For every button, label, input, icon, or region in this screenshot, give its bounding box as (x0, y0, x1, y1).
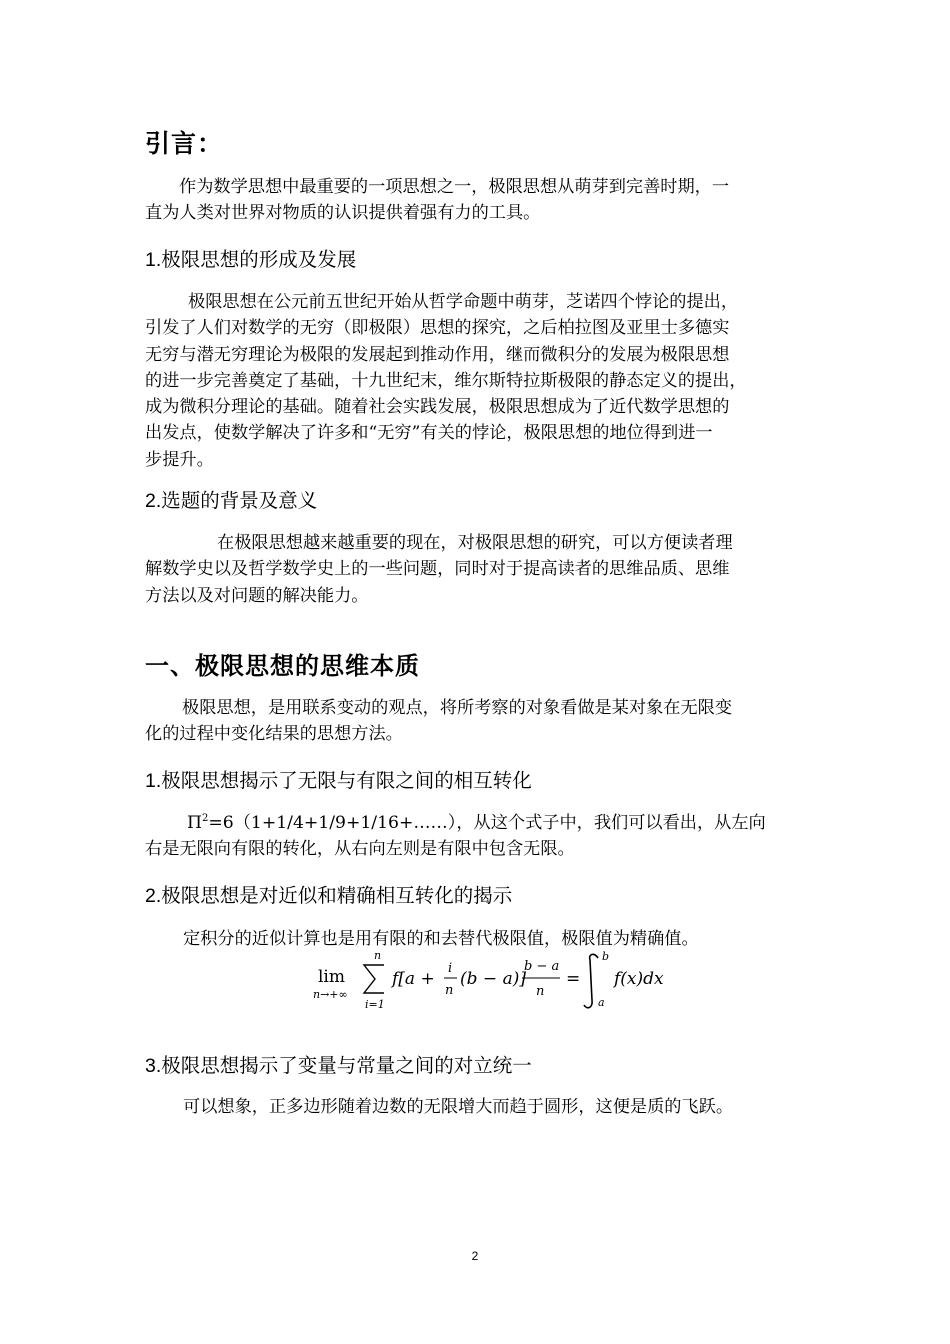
text-line: 可以想象，正多边形随着边数的无限增大而趋于圆形，这便是质的飞跃。 (183, 1097, 734, 1117)
text-line: 直为人类对世界对物质的认识提供着强有力的工具。 (145, 203, 541, 224)
frac1-numerator: i (448, 961, 453, 976)
exponent: 2 (202, 813, 209, 824)
integral-lower: a (598, 996, 605, 1009)
text-line: 步提升。 (145, 449, 214, 470)
section-paragraph (145, 530, 813, 609)
equals-sign: = (566, 969, 581, 989)
text-line: 极限思想，是用联系变动的观点，将所考察的对象看做是某对象在无限变 (182, 698, 733, 718)
section-paragraph (145, 1094, 813, 1120)
text-line: 在极限思想越来越重要的现在，对极限思想的研究，可以方便读者理 (217, 533, 733, 553)
integral-upper: b (602, 950, 610, 963)
text-line: 定积分的近似计算也是用有限的和去替代极限值，极限值为精确值。 (183, 929, 699, 949)
sum-upper: n (374, 949, 382, 962)
section-heading: 2.选题的背景及意义 (145, 490, 318, 512)
section-heading: 1.极限思想揭示了无限与有限之间的相互转化 (145, 770, 532, 792)
text-line: 成为微积分理论的基础。随着社会实践发展，极限思想成为了近代数学思想的 (145, 397, 730, 418)
sum-sign-icon (364, 965, 384, 993)
text-line: 出发点，使数学解决了许多和“无穷”有关的悖论，极限思想的地位得到进一 (145, 423, 713, 444)
formula-body-b: (b − a)] (460, 969, 526, 989)
pi-symbol: Π (187, 813, 202, 833)
lim-text: lim (318, 967, 345, 987)
lim-subscript: n→+∞ (313, 988, 348, 1001)
integral-sign-icon (584, 954, 598, 1007)
integral-formula (312, 948, 692, 1016)
section-heading: 1.极限思想的形成及发展 (145, 249, 357, 271)
frac2-denominator: n (536, 984, 545, 999)
text-line: 方法以及对问题的解决能力。 (145, 585, 369, 606)
frac1-denominator: n (445, 983, 454, 998)
section-paragraph (145, 810, 813, 863)
section-heading: 2.极限思想是对近似和精确相互转化的揭示 (145, 885, 513, 907)
text-line: 引发了人们对数学的无穷（即极限）思想的探究，之后柏拉图及亚里士多德实 (145, 318, 730, 339)
frac2-numerator: b − a (524, 959, 560, 974)
formula-body-a: f[a + (392, 969, 435, 989)
page-number: 2 (471, 1249, 479, 1263)
text-line: 无穷与潜无穷理论为极限的发展起到推动作用，继而微积分的发展为极限思想 (145, 344, 730, 365)
section-heading: 3.极限思想揭示了变量与常量之间的对立统一 (145, 1055, 532, 1077)
sum-lower: i=1 (365, 998, 385, 1011)
text-line: 解数学史以及哲学数学史上的一些问题，同时对于提高读者的思维品质、思维 (145, 559, 730, 580)
text-line: 的进一步完善奠定了基础，十九世纪末，维尔斯特拉斯极限的静态定义的提出， (145, 370, 747, 391)
text-line: 化的过程中变化结果的思想方法。 (145, 724, 403, 745)
text-line: 极限思想在公元前五世纪开始从哲学命题中萌芽，芝诺四个悖论的提出， (188, 292, 739, 312)
section-paragraph (145, 289, 813, 473)
text-line: 右是无限向有限的转化，从右向左则是有限中包含无限。 (145, 839, 575, 860)
integrand: f(x)dx (614, 969, 664, 989)
intro-paragraph (145, 174, 813, 227)
chapter-paragraph (145, 695, 813, 748)
chapter-heading: 一、极限思想的思维本质 (145, 651, 420, 680)
formula-text: =6（1+1/4+1/9+1/16+……），从这个式子中，我们可以看出，从左向 (208, 813, 766, 833)
formula-line (145, 810, 813, 836)
intro-heading: 引言： (145, 129, 224, 158)
text-line: 作为数学思想中最重要的一项思想之一，极限思想从萌芽到完善时期，一 (179, 177, 730, 197)
